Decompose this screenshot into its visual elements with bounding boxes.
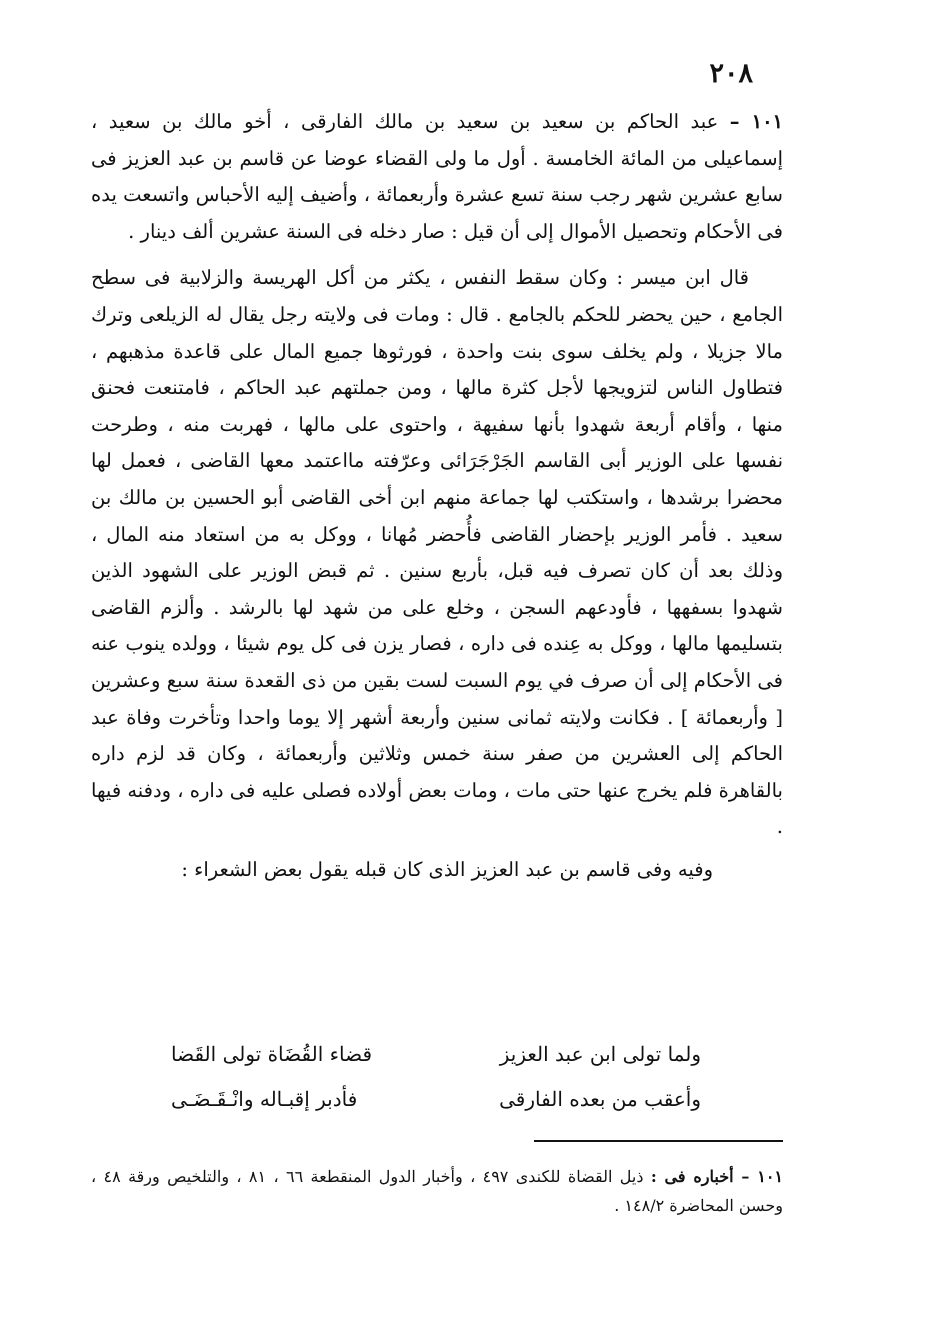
entry-text: عبد الحاكم بن سعيد بن سعيد بن مالك الفارقى ، أخو مالك بن سعيد ، إسماعيلى من المائة الخامسة . أول ما ولى القضاء عوضا عن قاسم بن عبد العزيز فى سابع عشرين شهر رجب سنة تسع عشرة وأربعمائة ، وأضيف إليه الأحباس واتسعت يده فى الأحكام وتحصيل الأموال إلى أن قيل : صار دخله فى السنة عشرين ألف دينار . <box>91 110 783 243</box>
poem-verse <box>171 1032 701 1077</box>
first-hemistich: وأعقب من بعده الفارقى <box>499 1087 701 1111</box>
poem-verse <box>171 1077 701 1122</box>
footnote <box>91 1162 783 1220</box>
second-hemistich: فأدبر إقبـاله وانْـقَـضَـى <box>171 1087 358 1111</box>
poem <box>171 1032 701 1122</box>
footnote-paragraph <box>91 1162 783 1220</box>
footnote-separator <box>534 1140 783 1142</box>
footnote-text: ذيل القضاة للكندى ٤٩٧ ، وأخبار الدول المنقطعة ٦٦ ، ٨١ ، والتلخيص ورقة ٤٨ ، وحسن المحاضرة ١٤٨/٢ . <box>91 1167 783 1215</box>
first-hemistich: ولما تولى ابن عبد العزيز <box>499 1042 701 1066</box>
second-hemistich: قضاء القُضَاة تولى القَضا <box>171 1042 373 1066</box>
narrative-paragraph: قال ابن ميسر : وكان سقط النفس ، يكثر من أكل الهريسة والزلابية فى سطح الجامع ، حين يحضر للحكم بالجامع . قال : ومات فى ولايته رجل يقال له الزيلعى وترك مالا جزيلا ، ولم يخلف سوى بنت واحدة ، فورثوها جميع المال على قاعدة مذهبهم ، فتطاول الناس لتزويجها لأجل كثرة مالها ، ومن جملتهم عبد الحاكم ، فامتنعت فحنق منها ، وأقام أربعة شهدوا بأنها سفيهة ، واحتوى على مالها ، فهربت منه ، وطرحت نفسها على الوزير أبى القاسم الجَرْجَرَائى وعرّفته مااعتمد معها القاضى ، فعمل لها محضرا برشدها ، واستكتب لها جماعة منهم ابن أخى القاضى أبو الحسين بن مالك بن سعيد . فأمر الوزير بإحضار القاضى فأُحضر مُهانا ، ووكل به من استعاد منه المال ، وذلك بعد أن كان تصرف فيه قبل، بأربع سنين . ثم قبض الوزير على الشهود الذين شهدوا بسفهها ، فأودعهم السجن ، وخلع على من شهد لها بالرشد . وألزم القاضى بتسليمها مالها ، ووكل به عِنده فى داره ، فصار يزن فى كل يوم شيئا ، وولده ينوب عنه فى الأحكام إلى أن صرف في يوم السبت لست بقين من ذى القعدة سنة سبع وعشرين [ وأربعمائة ] . فكانت ولايته ثمانى سنين وأربعة أشهر إلا يوما واحدا وتأخرت وفاة عبد الحاكم إلى العشرين من صفر سنة خمس وثلاثين وأربعمائة ، وكان قد لزم داره بالقاهرة فلم يخرج عنها حتى مات ، ومات بعض أولاده فصلى عليه فى داره ، ودفنه فيها . <box>91 266 783 839</box>
entry-number: ١٠١ – <box>729 110 784 133</box>
biography-paragraph <box>91 104 783 250</box>
footnote-label: ١٠١ – أخباره فى : <box>650 1167 783 1186</box>
main-text <box>91 104 783 888</box>
page-number: ٢٠٨ <box>709 58 753 89</box>
poem-intro: وفيه وفى قاسم بن عبد العزيز الذى كان قبله يقول بعض الشعراء : <box>181 857 713 881</box>
